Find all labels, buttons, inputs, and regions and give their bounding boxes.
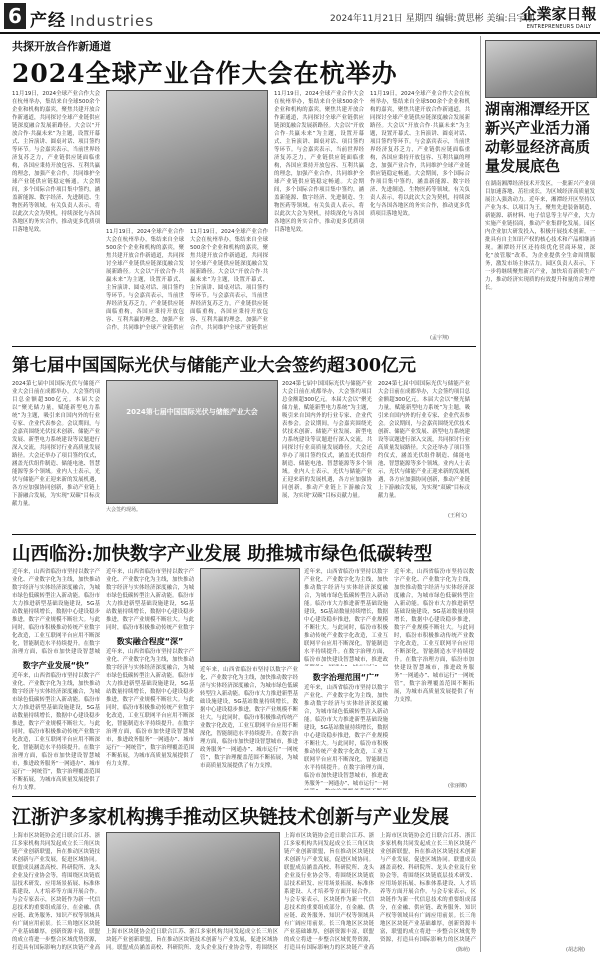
article1-photo	[106, 90, 268, 224]
sidebar-body: 在湖南湘潭经济技术开发区，一批新兴产业项目加速落地、茁壮成长，为区域经济高质量发展注入强劲动力。近年来，湘潭经开区坚持以产业为本、以项目为王，聚焦先进装备制造、新能源、新材料、电子信息等主导产业，大力实施产业链招商，推动产业集群化发展。园区内企业加大研发投入，积极开展技术创新，一批具有自主知识产权的核心技术和产品相继涌现。湘潭经开区还持续优化营商环境，深化“放管服”改革，为企业提供全生命周期服务，激发市场主体活力。园区负责人表示，下一步将继续聚焦新兴产业，加快培育新质生产力，推动经济实现质的有效提升和量的合理增长。	[485, 181, 595, 291]
article1-body-col4: 11月19日，2024全球产业合作大会在杭州举办，集结来自全球500余个企业和机构的嘉宾，聚焦共建开放合作新通道，共同探讨全球产业链供应链深度融合发展新路径。大会以“开放合作·共赢未来”为主题，设置开幕式、主旨演讲、圆桌对话、项目签约等环节。与会嘉宾表示，当前世界经济复苏乏力，产业链供应链面临重构，各国应秉持开放包容、互利共赢的理念，加强产业合作，共同维护全球产业链供应链稳定畅通。大会期间，多个国际合作项目集中签约，涵盖新能源、数字经济、先进制造、生物医药等领域。有关负责人表示，将以此次大会为契机，持续深化与各国各地区的务实合作，推动更多优质项目落地见效。	[274, 91, 364, 233]
article2-body-col2: 2024第七届中国国际光伏与储能产业大会日前在成都举办，大会签约项目总金额超300亿元。本届大会以“聚光储力量，赋能新型电力系统”为主题，吸引来自国内外的行业专家、企业代表参会。会议期间，与会嘉宾围绕光伏技术创新、储能产业发展、新型电力系统建设等议题进行深入交流，共同探讨行业高质量发展路径。大会还举办了项目签约仪式，涵盖光伏组件制造、储能电池、智慧能源等多个领域。业内人士表示，光伏与储能产业正迎来新的发展机遇，各方应加强协同创新，推动产业链上下游融合发展，为实现“双碳”目标贡献力量。	[282, 381, 372, 499]
article3-subhead-2: 数实融合程度“深”	[116, 637, 184, 646]
article4-photo	[106, 832, 280, 926]
newspaper-logo	[520, 3, 598, 30]
divider-2	[12, 534, 476, 535]
article3-subhead-3: 数字治理范围“广”	[312, 673, 380, 682]
section-title-cn: 产经	[30, 11, 66, 31]
article3-byline: (张丽娜)	[448, 783, 467, 789]
article3-subhead-1: 数字产业发展“快”	[22, 661, 90, 670]
issue-weekday: 星期四	[405, 14, 433, 24]
article2-photo	[106, 380, 278, 504]
article4-body-col4: 上海市区块链协会近日联合江苏、浙江多家机构共同发起成立长三角区块链产业创新联盟，旨在推动区块链技术创新与产业发展，促进区域协同。联盟成员涵盖高校、科研院所、龙头企业及行业协会等，将围绕区块链底层技术研发、应用场景拓展、标准体系建设、人才培养等方面开展合作。与会专家表示，区块链作为新一代信息技术的重要组成部分，在金融、供应链、政务服务、知识产权等领域具有广阔应用前景。长三角地区区块链产业基础雄厚，创新资源丰富，联盟的成立将进一步整合区域优势资源，打造具有国际影响力的区块链产	[380, 833, 476, 943]
article2-title: 第七届中国国际光伏与储能产业大会签约超300亿元	[12, 356, 417, 376]
article1-body-col3: 11月19日，2024全球产业合作大会在杭州举办，集结来自全球500余个企业和机构的嘉宾，聚焦共建开放合作新通道，共同探讨全球产业链供应链深度融合发展新路径。大会以“开放合作·共赢未来”为主题，设置开幕式、主旨演讲、圆桌对话、项目签约等环节。与会嘉宾表示，当前世界经济复苏乏力，产业链供应链面临重构，各国应秉持开放包容、互利共赢的理念，加强产业合作，共同维护全球产业链供应	[190, 229, 268, 330]
issue-editor: 编辑:黄思彬	[435, 14, 484, 24]
article2-body-col3: 2024第七届中国国际光伏与储能产业大会日前在成都举办，大会签约项目总金额超300亿元。本届大会以“聚光储力量，赋能新型电力系统”为主题，吸引来自国内外的行业专家、企业代表参会。会议期间，与会嘉宾围绕光伏技术创新、储能产业发展、新型电力系统建设等议题进行深入交流，共同探讨行业高质量发展路径。大会还举办了项目签约仪式，涵盖光伏组件制造、储能电池、智慧能源等多个领域。业内人士表示，光伏与储能产业正迎来新的发展机遇，各方应加强协同创新，推动产业链上下游融合发展，为实现“双碳”目标贡献力量。	[378, 381, 470, 499]
issue-design: 美编:吕宇刚	[486, 14, 535, 24]
article3-body-col2: 近年来，山西省临汾市坚持以数字产业化、产业数字化为主线，加快推动数字经济与实体经济深度融合，为城市绿色低碳转型注入新动能。临汾市大力推进新型基础设施建设，5G基站数量持续增长，数据中心建设稳步推进，数字产业规模不断壮大。与此同时，临汾市积极推动传统产业数字	[106, 569, 194, 630]
article4-body-col3: 上海市区块链协会近日联合江苏、浙江多家机构共同发起成立长三角区块链产业创新联盟，旨在推动区块链技术创新与产业发展，促进区域协同。联盟成员涵盖高校、科研院所、龙头企业及行业协会等，将围绕区块链底层技术研发、应用场景拓展、标准体系建设、人才培养等方面开展合作。与会专家表示，区块链作为新一代信息技术的重要组成部分，在金融、供应链、政务服务、知识产权等领域具有广阔应用前景。长三角地区区块链产业基础雄厚，创新资源丰富，联盟的成立将进一步整合区域优势资源，打造具有国际影响力的区块链产业高	[284, 833, 374, 951]
article1-body-col5: 11月19日，2024全球产业合作大会在杭州举办，集结来自全球500余个企业和机构的嘉宾，聚焦共建开放合作新通道，共同探讨全球产业链供应链深度融合发展新路径。大会以“开放合作·共赢未来”为主题，设置开幕式、主旨演讲、圆桌对话、项目签约等环节。与会嘉宾表示，当前世界经济复苏乏力，产业链供应链面临重构，各国应秉持开放包容、互利共赢的理念，加强产业合作，共同维护全球产业链供应链稳定畅通。大会期间，多个国际合作项目集中签约，涵盖新能源、数字经济、先进制造、生物医药等领域。有关负责人表示，将以此次大会为契机，持续深化与各国各地区的务实合作，推动更多优质项目落地见效。	[370, 91, 470, 217]
issue-meta	[330, 11, 535, 24]
article1-title: 2024全球产业合作大会在杭举办	[12, 59, 398, 88]
article3-body-col3: 近年来，山西省临汾市坚持以数字产业化、产业数字化为主线，加快推动数字经济与实体经济深度融合，为城市绿色低碳转型注入新动能。临汾市大力推进新型基础设施建设，5G基站数量持续增长，数据中心建设稳步推进，数字产业规模不断壮大。与此同时，临汾市积极推动传统产业数字化改造，工业互联网平台应用不断深化，智能制造水平持续提升。在数字治理方面，临汾市加快建设智慧城市，推进政务服务“一网通办”、城市运行“一网统管”，数字治理覆盖范围不断拓展，为城市高质量发展提供了有力支撑。	[200, 667, 298, 769]
issue-date: 2024年11月21日	[330, 14, 403, 24]
article3-body-col4: 近年来，山西省临汾市坚持以数字产业化、产业数字化为主线，加快推动数字经济与实体经济深度融合，为城市绿色低碳转型注入新动能。临汾市大力推进新型基础设施建设，5G基站数量持续增长，数据中心建设稳步推进，数字产业规模不断壮大。与此同时，临汾市积极推动传统产业数字化改造，工业互联网平台应用不断深化，智能制造水平持续提升。在数字治理方面，临汾市加快建设智慧城市，推进政	[304, 569, 388, 663]
article4-byline: (陈萌)	[456, 947, 470, 953]
header-rule	[0, 32, 600, 34]
article3-body-col1: 近年来，山西省临汾市坚持以数字产业化、产业数字化为主线，加快推动数字经济与实体经济深度融合，为城市绿色低碳转型注入新动能。临汾市大力推进新型基础设施建设，5G基站数量持续增长，数据中心建设稳步推进，数字产业规模不断壮大。与此同时，临汾市积极推动传统产业数字化改造，工业互联网平台应用不断深化，智能制造水平持续提升。在数字治理方面，临汾市加快建设智慧城	[12, 569, 100, 654]
article1-body-col2: 11月19日，2024全球产业合作大会在杭州举办，集结来自全球500余个企业和机构的嘉宾，聚焦共建开放合作新通道，共同探讨全球产业链供应链深度融合发展新路径。大会以“开放合作·共赢未来”为主题，设置开幕式、主旨演讲、圆桌对话、项目签约等环节。与会嘉宾表示，当前世界经济复苏乏力，产业链供应链面临重构，各国应秉持开放包容、互利共赢的理念，加强产业合作，共同维护全球产业链供应	[106, 229, 184, 330]
article2-caption: 大会签约现场。	[106, 507, 142, 513]
article1-kicker: 共探开放合作新通道	[12, 40, 111, 53]
sidebar-byline: (胡志刚)	[566, 947, 585, 953]
article3-photo	[200, 568, 300, 662]
section-title-en: Industries	[70, 12, 155, 30]
article2-body-col1: 2024第七届中国国际光伏与储能产业大会日前在成都举办，大会签约项目总金额超300亿元。本届大会以“聚光储力量，赋能新型电力系统”为主题，吸引来自国内外的行业专家、企业代表参会。会议期间，与会嘉宾围绕光伏技术创新、储能产业发展、新型电力系统建设等议题进行深入交流，共同探讨行业高质量发展路径。大会还举办了项目签约仪式，涵盖光伏组件制造、储能电池、智慧能源等多个领域。业内人士表示，光伏与储能产业正迎来新的发展机遇，各方应加强协同创新，推动产业链上下游融合发展，为实现“双碳”目标贡献力量。	[12, 381, 100, 507]
divider-3	[12, 796, 476, 797]
article3-body-col4b: 近年来，山西省临汾市坚持以数字产业化、产业数字化为主线，加快推动数字经济与实体经济深度融合，为城市绿色低碳转型注入新动能。临汾市大力推进新型基础设施建设，5G基站数量持续增长，数据中心建设稳步推进，数字产业规模不断壮大。与此同时，临汾市积极推动传统产业数字化改造，工业互联网平台应用不断深化，智能制造水平持续提升。在数字治理方面，临汾市加快建设智慧城市，推进政务服务“一网通办”、城市运行“一网	[304, 685, 388, 787]
article3-body-col2b: 近年来，山西省临汾市坚持以数字产业化、产业数字化为主线，加快推动数字经济与实体经济深度融合，为城市绿色低碳转型注入新动能。临汾市大力推进新型基础设施建设，5G基站数量持续增长，数据中心建设稳步推进，数字产业规模不断壮大。与此同时，临汾市积极推动传统产业数字化改造，工业互联网平台应用不断深化，智能制造水平持续提升。在数字治理方面，临汾市加快建设智慧城市，推进政务服务“一网通办”、城市运行“一网统管”，数字治理覆盖范围不断拓展，为城市高质量发展提供了有力支撑。	[106, 649, 194, 767]
article4-title: 江浙沪多家机构携手推动区块链技术创新与产业发展	[12, 806, 450, 828]
page-number: 6	[4, 3, 26, 29]
article3-title: 山西临汾:加快数字产业发展 助推城市绿色低碳转型	[12, 544, 433, 565]
sidebar-divider	[480, 36, 481, 952]
brand-cn: 企業家日報	[521, 5, 597, 23]
article1-byline: (孟宇翔)	[430, 335, 449, 341]
section-title	[30, 6, 154, 31]
sidebar-photo	[485, 40, 597, 98]
article4-body-col2: 上海市区块链协会近日联合江苏、浙江多家机构共同发起成立长三角区块链产业创新联盟，旨在推动区块链技术创新与产业发展，促进区域协同。联盟成员涵盖高校、科研院所、龙头企业及行业协会等，将围绕区	[106, 929, 278, 951]
article1-body-col1: 11月19日，2024全球产业合作大会在杭州举办，集结来自全球500余个企业和机构的嘉宾，聚焦共建开放合作新通道，共同探讨全球产业链供应链深度融合发展新路径。大会以“开放合作·共赢未来”为主题，设置开幕式、主旨演讲、圆桌对话、项目签约等环节。与会嘉宾表示，当前世界经济复苏乏力，产业链供应链面临重构，各国应秉持开放包容、互利共赢的理念，加强产业合作，共同维护全球产业链供应链稳定畅通。大会期间，多个国际合作项目集中签约，涵盖新能源、数字经济、先进制造、生物医药等领域。有关负责人表示，将以此次大会为契机，持续深化与各国各地区的务实合作，推动更多优质项目落地见效。	[12, 91, 100, 233]
article4-body-col1: 上海市区块链协会近日联合江苏、浙江多家机构共同发起成立长三角区块链产业创新联盟，旨在推动区块链技术创新与产业发展，促进区域协同。联盟成员涵盖高校、科研院所、龙头企业及行业协会等，将围绕区块链底层技术研发、应用场景拓展、标准体系建设、人才培养等方面开展合作。与会专家表示，区块链作为新一代信息技术的重要组成部分，在金融、供应链、政务服务、知识产权等领域具有广阔应用前景。长三角地区区块链产业基础雄厚，创新资源丰富，联盟的成立将进一步整合区域优势资源，打造具有国际影响力的区块链产业高	[12, 833, 100, 951]
article3-body-col1b: 近年来，山西省临汾市坚持以数字产业化、产业数字化为主线，加快推动数字经济与实体经济深度融合，为城市绿色低碳转型注入新动能。临汾市大力推进新型基础设施建设，5G基站数量持续增长，数据中心建设稳步推进，数字产业规模不断壮大。与此同时，临汾市积极推动传统产业数字化改造，工业互联网平台应用不断深化，智能制造水平持续提升。在数字治理方面，临汾市加快建设智慧城市，推进政务服务“一网通办”、城市运行“一网统管”，数字治理覆盖范围不断拓展，为城市高质量发展提供了有力支撑。	[12, 673, 100, 790]
divider-1	[12, 346, 476, 347]
article2-byline: (王利文)	[448, 513, 467, 519]
article2-photo-banner: 2024第七届中国国际光伏与储能产业大会	[126, 408, 258, 416]
brand-en: ENTREPRENEURS DAILY	[526, 24, 592, 30]
sidebar-title: 湖南湘潭经开区新兴产业活力涌动彰显经济高质量发展底色	[485, 100, 591, 175]
article3-body-col5: 近年来，山西省临汾市坚持以数字产业化、产业数字化为主线，加快推动数字经济与实体经济深度融合，为城市绿色低碳转型注入新动能。临汾市大力推进新型基础设施建设，5G基站数量持续增长，数据中心建设稳步推进，数字产业规模不断壮大。与此同时，临汾市积极推动传统产业数字化改造，工业互联网平台应用不断深化，智能制造水平持续提升。在数字治理方面，临汾市加快建设智慧城市，推进政务服务“一网通办”、城市运行“一网统管”，数字治理覆盖范围不断拓展，为城市高质量发展提供了有力支撑。	[394, 569, 474, 703]
